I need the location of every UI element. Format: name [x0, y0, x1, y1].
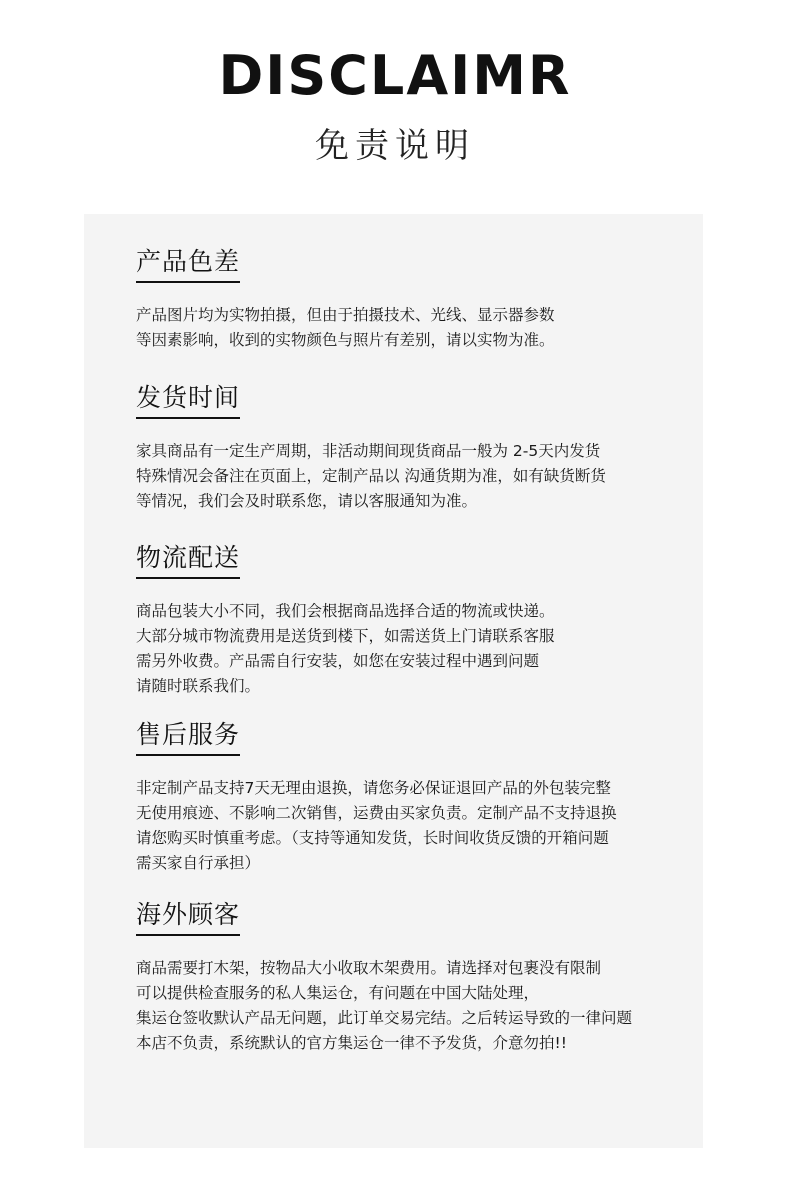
body-line: 需买家自行承担） [136, 854, 261, 872]
section-heading: 产品色差 [136, 245, 240, 283]
section-color-difference [136, 245, 696, 353]
body-line: 家具商品有一定生产周期，非活动期间现货商品一般为 2-5天内发货 [136, 442, 601, 460]
body-line: 无使用痕迹、不影响二次销售，运费由买家负责。定制产品不支持退换 [136, 804, 617, 822]
section-heading: 物流配送 [136, 541, 240, 579]
body-line: 本店不负责，系统默认的官方集运仓一律不予发货，介意勿拍!! [136, 1034, 567, 1052]
body-line: 请您购买时慎重考虑。（支持等通知发货，长时间收货反馈的开箱问题 [136, 829, 609, 847]
body-line: 需另外收费。产品需自行安装，如您在安装过程中遇到问题 [136, 652, 540, 670]
body-line: 特殊情况会备注在页面上，定制产品以 沟通货期为准，如有缺货断货 [136, 467, 606, 485]
body-line: 请随时联系我们。 [136, 677, 261, 695]
page-title-english: DISCLAIMR [218, 44, 572, 107]
body-line: 等因素影响，收到的实物颜色与照片有差别，请以实物为准。 [136, 331, 555, 349]
section-heading: 发货时间 [136, 381, 240, 419]
body-line: 可以提供检查服务的私人集运仓，有问题在中国大陆处理， [136, 984, 540, 1002]
section-shipping-time [136, 381, 696, 514]
body-line: 等情况，我们会及时联系您，请以客服通知为准。 [136, 492, 478, 510]
section-body [136, 956, 696, 1056]
body-line: 集运仓签收默认产品无问题，此订单交易完结。之后转运导致的一律问题 [136, 1009, 633, 1027]
section-heading: 海外顾客 [136, 898, 240, 936]
section-body [136, 439, 696, 514]
section-body [136, 776, 696, 876]
page-title-chinese: 免责说明 [315, 126, 475, 166]
section-heading: 售后服务 [136, 718, 240, 756]
body-line: 大部分城市物流费用是送货到楼下，如需送货上门请联系客服 [136, 627, 555, 645]
body-line: 产品图片均为实物拍摄，但由于拍摄技术、光线、显示器参数 [136, 306, 555, 324]
body-line: 商品需要打木架，按物品大小收取木架费用。请选择对包裹没有限制 [136, 959, 602, 977]
body-line: 非定制产品支持7天无理由退换，请您务必保证退回产品的外包装完整 [136, 779, 611, 797]
body-line: 商品包装大小不同，我们会根据商品选择合适的物流或快递。 [136, 602, 555, 620]
section-body [136, 599, 696, 699]
section-logistics [136, 541, 696, 699]
section-body [136, 303, 696, 353]
section-after-sales [136, 718, 696, 876]
section-overseas-customers [136, 898, 696, 1056]
